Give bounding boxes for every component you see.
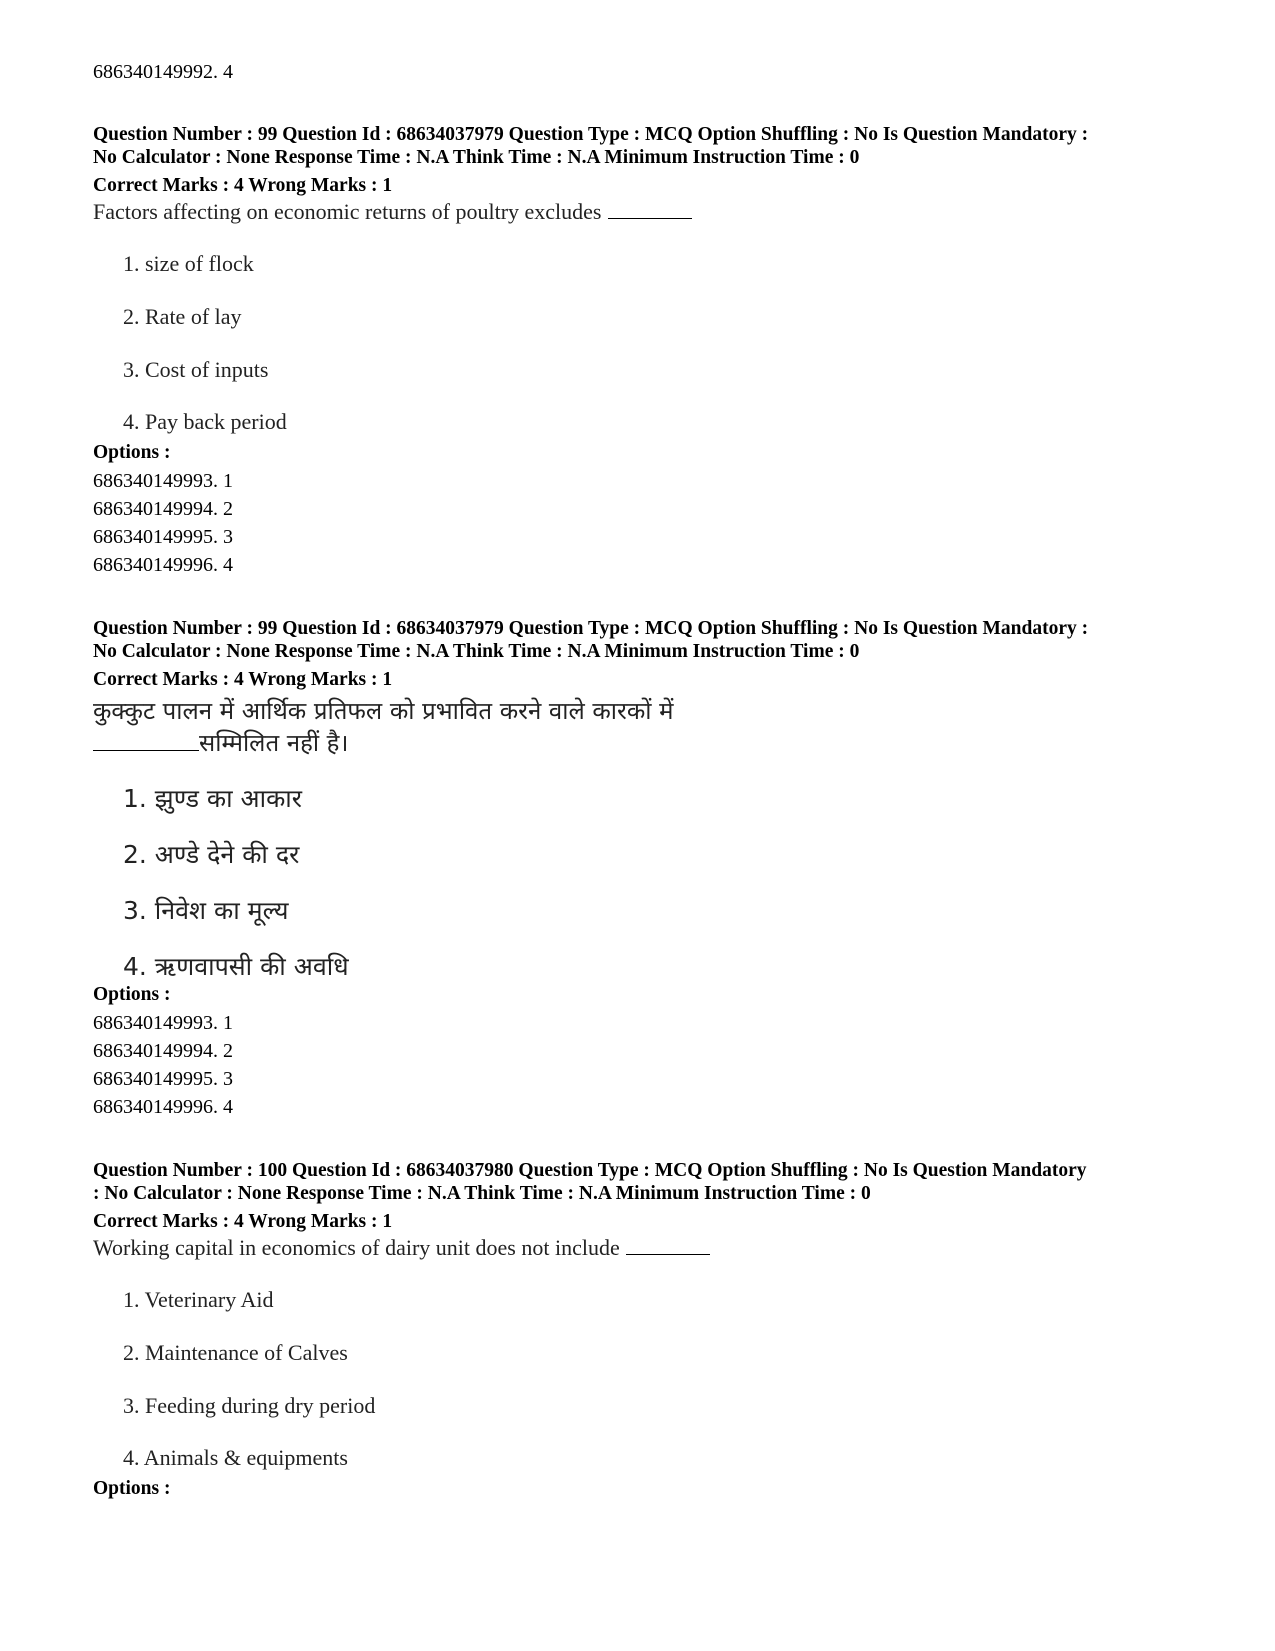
choice-1: 1. झुण्ड का आकार xyxy=(123,784,302,813)
question-marks: Correct Marks : 4 Wrong Marks : 1 xyxy=(93,669,393,690)
choice-1: 1. Veterinary Aid xyxy=(123,1287,274,1312)
question-header-line2: No Calculator : None Response Time : N.A Think Time : N.A Minimum Instruction Time : 0 xyxy=(93,147,860,168)
question-marks: Correct Marks : 4 Wrong Marks : 1 xyxy=(93,175,393,196)
carryover-option: 686340149992. 4 xyxy=(93,61,233,83)
answer-blank xyxy=(93,728,199,751)
question-text-content: Working capital in economics of dairy unit does not include xyxy=(93,1235,620,1260)
option-id-4: 686340149996. 4 xyxy=(93,1096,233,1118)
question-marks: Correct Marks : 4 Wrong Marks : 1 xyxy=(93,1211,393,1232)
option-id-3: 686340149995. 3 xyxy=(93,526,233,548)
question-text-line2 xyxy=(93,727,349,759)
choice-2: 2. अण्डे देने की दर xyxy=(123,840,300,869)
options-label: Options : xyxy=(93,1478,171,1499)
question-header-line1: Question Number : 100 Question Id : 68634037980 Question Type : MCQ Option Shuffling : No Is Question Mandatory xyxy=(93,1160,1087,1181)
answer-blank xyxy=(608,200,692,219)
question-text xyxy=(93,199,692,225)
choice-4: 4. Animals & equipments xyxy=(123,1445,348,1470)
option-id-1: 686340149993. 1 xyxy=(93,1012,233,1034)
question-text-content: Factors affecting on economic returns of poultry excludes xyxy=(93,199,602,224)
question-text-line2-content: सम्मिलित नहीं है। xyxy=(199,729,349,757)
option-id-2: 686340149994. 2 xyxy=(93,498,233,520)
option-id-1: 686340149993. 1 xyxy=(93,470,233,492)
question-header-line2: No Calculator : None Response Time : N.A Think Time : N.A Minimum Instruction Time : 0 xyxy=(93,641,860,662)
option-id-3: 686340149995. 3 xyxy=(93,1068,233,1090)
question-text xyxy=(93,1235,710,1261)
choice-2: 2. Maintenance of Calves xyxy=(123,1340,348,1365)
choice-4: 4. Pay back period xyxy=(123,409,287,434)
choice-2: 2. Rate of lay xyxy=(123,304,242,329)
options-label: Options : xyxy=(93,984,171,1005)
question-header-line1: Question Number : 99 Question Id : 68634037979 Question Type : MCQ Option Shuffling : No Is Question Mandatory : xyxy=(93,618,1089,639)
question-header-line1: Question Number : 99 Question Id : 68634037979 Question Type : MCQ Option Shuffling : No Is Question Mandatory : xyxy=(93,124,1089,145)
question-text-line1: कुक्कुट पालन में आर्थिक प्रतिफल को प्रभावित करने वाले कारकों में xyxy=(93,697,674,725)
choice-3: 3. Cost of inputs xyxy=(123,357,269,382)
choice-4: 4. ऋणवापसी की अवधि xyxy=(123,952,349,981)
choice-1: 1. size of flock xyxy=(123,251,254,276)
options-label: Options : xyxy=(93,442,171,463)
question-header-line2: : No Calculator : None Response Time : N.A Think Time : N.A Minimum Instruction Time : 0 xyxy=(93,1183,871,1204)
choice-3: 3. निवेश का मूल्य xyxy=(123,896,289,925)
option-id-2: 686340149994. 2 xyxy=(93,1040,233,1062)
choice-3: 3. Feeding during dry period xyxy=(123,1393,376,1418)
option-id-4: 686340149996. 4 xyxy=(93,554,233,576)
answer-blank xyxy=(626,1236,710,1255)
